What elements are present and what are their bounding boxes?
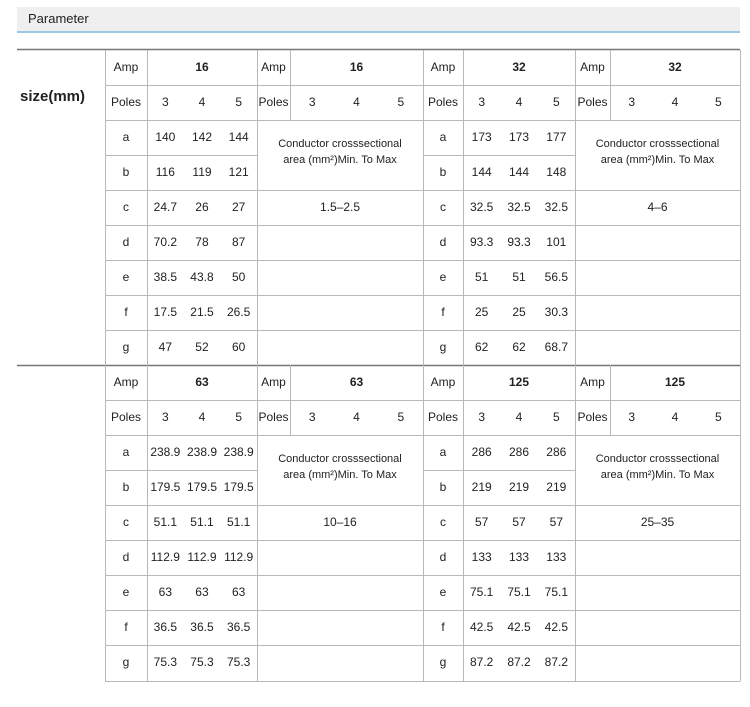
dimension-value: 119: [192, 165, 212, 179]
conductor-note-line: Conductor crosssectional: [278, 453, 402, 465]
dimension-value: 63: [158, 585, 172, 599]
dimension-value: 87.2: [469, 655, 494, 669]
dimension-value: 43.8: [190, 270, 214, 284]
conductor-note-line: area (mm²)Min. To Max: [283, 469, 397, 481]
conductor-note-line: Conductor crosssectional: [595, 138, 720, 150]
poles-label: Poles: [427, 95, 459, 109]
dimension-value: 32.5: [544, 200, 568, 214]
dimension-value: 142: [191, 130, 212, 144]
dimension-value: 52: [195, 340, 209, 354]
dimension-value: 42.5: [469, 620, 494, 634]
dimension-value: 63: [231, 585, 246, 599]
dimension-value: 56.5: [544, 270, 568, 284]
pole-count: 3: [161, 410, 169, 424]
dimension-label: f: [441, 620, 445, 634]
dimension-value: 219: [546, 480, 567, 494]
dimension-label: d: [122, 235, 130, 249]
dimension-label: c: [123, 515, 129, 529]
amp-label: Amp: [430, 60, 456, 74]
amp-value: 63: [195, 375, 209, 389]
dimension-value: 286: [508, 445, 529, 459]
dimension-value: 238.9: [150, 445, 181, 459]
amp-value: 16: [349, 60, 364, 74]
amp-label: Amp: [113, 60, 139, 74]
dimension-value: 36.5: [153, 620, 177, 634]
section-title: Parameter: [28, 11, 89, 26]
dimension-value: 50: [231, 270, 246, 284]
poles-label: Poles: [258, 410, 289, 424]
pole-count: 5: [397, 410, 405, 424]
dimension-label: g: [439, 340, 447, 354]
poles-label: Poles: [577, 410, 608, 424]
dimension-label: b: [439, 480, 447, 494]
dimension-value: 57: [549, 515, 563, 529]
conductor-note: [579, 136, 736, 168]
size-label: size(mm): [20, 88, 86, 105]
dimension-label: f: [124, 305, 128, 319]
dimension-value: 140: [155, 130, 176, 144]
dimension-value: 17.5: [153, 305, 177, 319]
conductor-note: [261, 451, 419, 483]
conductor-note-line: area (mm²)Min. To Max: [283, 154, 397, 166]
pole-count: 4: [198, 95, 206, 109]
dimension-label: b: [122, 480, 130, 494]
dimension-value: 24.7: [153, 200, 177, 214]
dimension-value: 63: [195, 585, 209, 599]
conductor-note-line: area (mm²)Min. To Max: [600, 154, 715, 166]
conductor-note: [579, 451, 736, 483]
pole-count: 5: [714, 95, 722, 109]
dimension-label: c: [123, 200, 129, 214]
pole-count: 3: [161, 95, 169, 109]
dimension-label: a: [122, 130, 130, 144]
amp-value: 32: [668, 60, 682, 74]
pole-count: 4: [515, 410, 523, 424]
conductor-note-line: area (mm²)Min. To Max: [600, 469, 715, 481]
pole-count: 5: [714, 410, 722, 424]
dimension-value: 173: [508, 130, 529, 144]
dimension-value: 25: [512, 305, 526, 319]
dimension-value: 75.1: [507, 585, 531, 599]
dimension-value: 62: [474, 340, 489, 354]
dimension-value: 62: [512, 340, 526, 354]
dimension-value: 47: [158, 340, 172, 354]
dimension-value: 219: [508, 480, 529, 494]
pole-count: 3: [478, 95, 485, 109]
dimension-value: 25: [474, 305, 489, 319]
section-header: [17, 7, 740, 33]
dimension-value: 219: [471, 480, 492, 494]
dimension-label: c: [440, 200, 446, 214]
dimension-value: 36.5: [226, 620, 251, 634]
dimension-value: 87: [231, 235, 246, 249]
amp-label: Amp: [580, 60, 605, 74]
dimension-label: f: [124, 620, 128, 634]
dimension-value: 133: [508, 550, 529, 564]
dimension-label: e: [122, 585, 130, 599]
dimension-value: 36.5: [190, 620, 214, 634]
conductor-range: 10–16: [323, 515, 357, 529]
conductor-range: 25–35: [640, 515, 675, 529]
amp-label: Amp: [113, 375, 139, 389]
dimension-label: e: [439, 270, 447, 284]
amp-label: Amp: [261, 60, 286, 74]
dimension-value: 21.5: [190, 305, 214, 319]
dimension-value: 75.1: [469, 585, 494, 599]
pole-count: 5: [397, 95, 405, 109]
conductor-range: 4–6: [647, 200, 668, 214]
dimension-value: 38.5: [153, 270, 177, 284]
pole-count: 4: [353, 410, 360, 424]
pole-count: 3: [628, 410, 635, 424]
dimension-value: 51.1: [190, 515, 214, 529]
dimension-value: 112.9: [150, 550, 180, 564]
dimension-label: g: [122, 655, 130, 669]
pole-count: 3: [628, 95, 635, 109]
poles-label: Poles: [258, 95, 289, 109]
dimension-value: 87.2: [507, 655, 531, 669]
dimension-value: 179.5: [186, 480, 217, 494]
dimension-value: 27: [231, 200, 246, 214]
pole-count: 5: [235, 410, 242, 424]
dimension-value: 112.9: [187, 550, 217, 564]
amp-value: 125: [508, 375, 530, 389]
pole-count: 3: [478, 410, 485, 424]
dimension-value: 32.5: [507, 200, 531, 214]
dimension-value: 30.3: [544, 305, 568, 319]
dimension-value: 144: [228, 130, 249, 144]
dimension-value: 75.3: [153, 655, 177, 669]
poles-label: Poles: [577, 95, 608, 109]
conductor-note-line: Conductor crosssectional: [595, 453, 720, 465]
dimension-label: a: [439, 130, 447, 144]
dimension-value: 238.9: [223, 445, 254, 459]
dimension-value: 173: [471, 130, 492, 144]
conductor-note-line: Conductor crosssectional: [278, 138, 402, 150]
dimension-value: 51.1: [226, 515, 251, 529]
pole-count: 3: [308, 95, 316, 109]
dimension-label: d: [439, 235, 447, 249]
poles-label: Poles: [110, 410, 142, 424]
poles-label: Poles: [427, 410, 459, 424]
dimension-value: 121: [228, 165, 249, 179]
dimension-value: 87.2: [544, 655, 568, 669]
dimension-value: 101: [546, 235, 567, 249]
dimension-label: d: [439, 550, 447, 564]
dimension-label: g: [122, 340, 130, 354]
dimension-value: 75.3: [190, 655, 214, 669]
dimension-value: 70.2: [153, 235, 177, 249]
dimension-value: 116: [155, 165, 175, 179]
pole-count: 4: [671, 410, 679, 424]
dimension-value: 78: [195, 235, 209, 249]
dimension-value: 112.9: [224, 550, 254, 564]
dimension-value: 51.1: [153, 515, 177, 529]
dimension-label: g: [439, 655, 447, 669]
dimension-value: 93.3: [469, 235, 494, 249]
dimension-value: 57: [474, 515, 489, 529]
pole-count: 4: [353, 95, 360, 109]
amp-value: 125: [664, 375, 686, 389]
amp-value: 63: [349, 375, 364, 389]
conductor-note: [261, 136, 419, 168]
dimension-label: b: [122, 165, 130, 179]
pole-count: 5: [552, 95, 560, 109]
dimension-value: 133: [471, 550, 492, 564]
pole-count: 4: [198, 410, 206, 424]
dimension-label: b: [439, 165, 447, 179]
dimension-value: 179.5: [150, 480, 181, 494]
dimension-value: 75.3: [226, 655, 251, 669]
dimension-value: 144: [471, 165, 492, 179]
dimension-value: 42.5: [544, 620, 568, 634]
dimension-value: 177: [546, 130, 567, 144]
pole-count: 5: [235, 95, 242, 109]
dimension-value: 26: [195, 200, 209, 214]
dimension-value: 51: [474, 270, 489, 284]
dimension-label: a: [122, 445, 130, 459]
pole-count: 5: [552, 410, 560, 424]
amp-label: Amp: [261, 375, 286, 389]
dimension-label: c: [440, 515, 446, 529]
dimension-value: 93.3: [507, 235, 531, 249]
pole-count: 3: [308, 410, 316, 424]
dimension-label: f: [441, 305, 445, 319]
dimension-value: 68.7: [544, 340, 568, 354]
amp-value: 32: [512, 60, 526, 74]
dimension-value: 133: [546, 550, 567, 564]
dimension-value: 286: [471, 445, 492, 459]
conductor-range: 1.5–2.5: [319, 200, 361, 214]
dimension-label: a: [439, 445, 447, 459]
dimension-value: 26.5: [226, 305, 251, 319]
dimension-value: 238.9: [186, 445, 217, 459]
dimension-value: 60: [231, 340, 246, 354]
dimension-value: 32.5: [469, 200, 494, 214]
amp-label: Amp: [430, 375, 456, 389]
dimension-value: 42.5: [507, 620, 531, 634]
amp-label: Amp: [580, 375, 605, 389]
dimension-value: 148: [546, 165, 567, 179]
dimension-value: 51: [512, 270, 526, 284]
amp-value: 16: [195, 60, 209, 74]
dimension-value: 144: [508, 165, 529, 179]
dimension-value: 179.5: [223, 480, 254, 494]
dimension-label: d: [122, 550, 130, 564]
dimension-value: 286: [546, 445, 567, 459]
dimension-value: 75.1: [544, 585, 568, 599]
poles-label: Poles: [110, 95, 142, 109]
dimension-value: 57: [512, 515, 526, 529]
pole-count: 4: [671, 95, 679, 109]
dimension-label: e: [122, 270, 130, 284]
pole-count: 4: [515, 95, 523, 109]
dimension-label: e: [439, 585, 447, 599]
